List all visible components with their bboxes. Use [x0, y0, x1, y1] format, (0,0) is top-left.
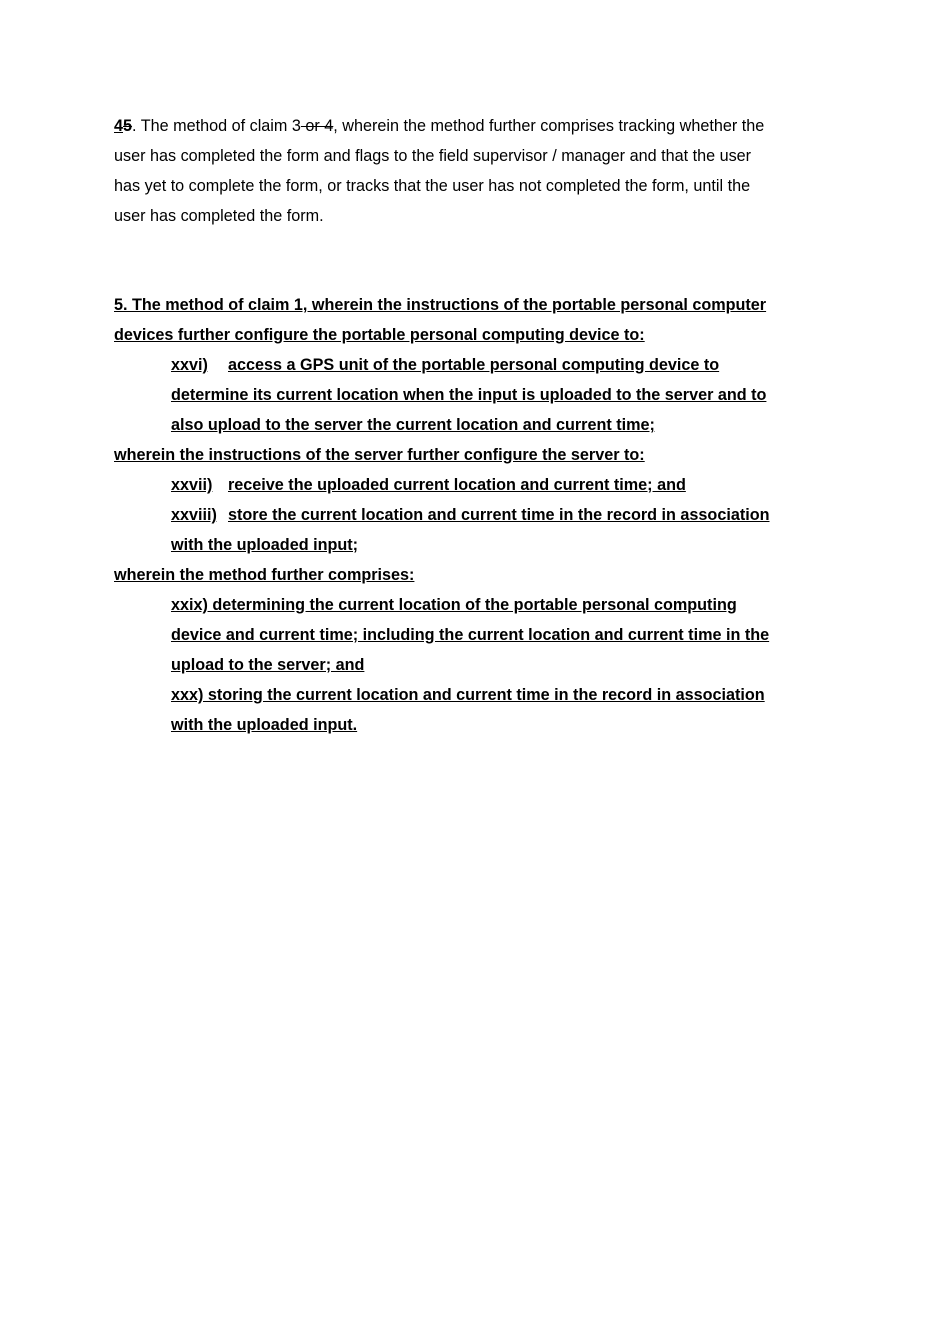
server-intro-line: wherein the instructions of the server further configure the server to:: [114, 446, 645, 464]
step-xxvi-line-1: [114, 350, 826, 380]
claim-4-text-a: . The method of claim 3: [132, 117, 301, 135]
step-xxviii-line-1: [114, 500, 826, 530]
claim-number-deleted: 5: [123, 117, 133, 135]
claim-4-paragraph: [114, 111, 826, 231]
step-xxix-line-3: upload to the server; and: [171, 656, 365, 674]
step-xxix-line-1: xxix) determining the current location of the portable personal computing: [171, 596, 737, 614]
step-xxx-line-1: xxx) storing the current location and current time in the record in association: [171, 686, 765, 704]
claim-5-paragraph: [114, 290, 826, 740]
step-xxviii-text-1: store the current location and current time in the record in association: [228, 506, 770, 524]
step-xxix-line-2: device and current time; including the current location and current time in the: [171, 626, 770, 644]
claim-4-line-3: has yet to complete the form, or tracks that the user has not completed the form, until the: [114, 177, 751, 195]
step-xxvii-line: [114, 470, 826, 500]
step-xxvii-text: receive the uploaded current location and current time; and: [228, 476, 686, 494]
step-xxviii-line-2: with the uploaded input;: [171, 536, 359, 554]
claim-4-text-b: , wherein the method further comprises tracking whether the: [333, 117, 765, 135]
step-xxvi-line-2: determine its current location when the input is uploaded to the server and to: [171, 386, 767, 404]
claim-number-inserted: 4: [114, 117, 124, 135]
step-xxvi-number: xxvi): [171, 356, 208, 374]
step-xxvi-line-3: also upload to the server the current location and current time;: [171, 416, 655, 434]
step-xxx-line-2: with the uploaded input.: [171, 716, 358, 734]
claim-5-line-1: 5. The method of claim 1, wherein the instructions of the portable personal computer: [114, 296, 767, 314]
claim-5-line-2: devices further configure the portable personal computing device to:: [114, 326, 645, 344]
claim-4-line-2: user has completed the form and flags to the field supervisor / manager and that the user: [114, 147, 752, 165]
step-xxvii-number: xxvii): [171, 476, 213, 494]
claim-4-deleted-text: or 4: [300, 117, 334, 135]
claim-4-line-1: [114, 111, 826, 141]
claim-4-line-4: user has completed the form.: [114, 207, 324, 225]
step-xxviii-number: xxviii): [171, 506, 217, 524]
method-intro-line: wherein the method further comprises:: [114, 566, 415, 584]
step-xxvi-text-1: access a GPS unit of the portable personal computing device to: [228, 356, 720, 374]
